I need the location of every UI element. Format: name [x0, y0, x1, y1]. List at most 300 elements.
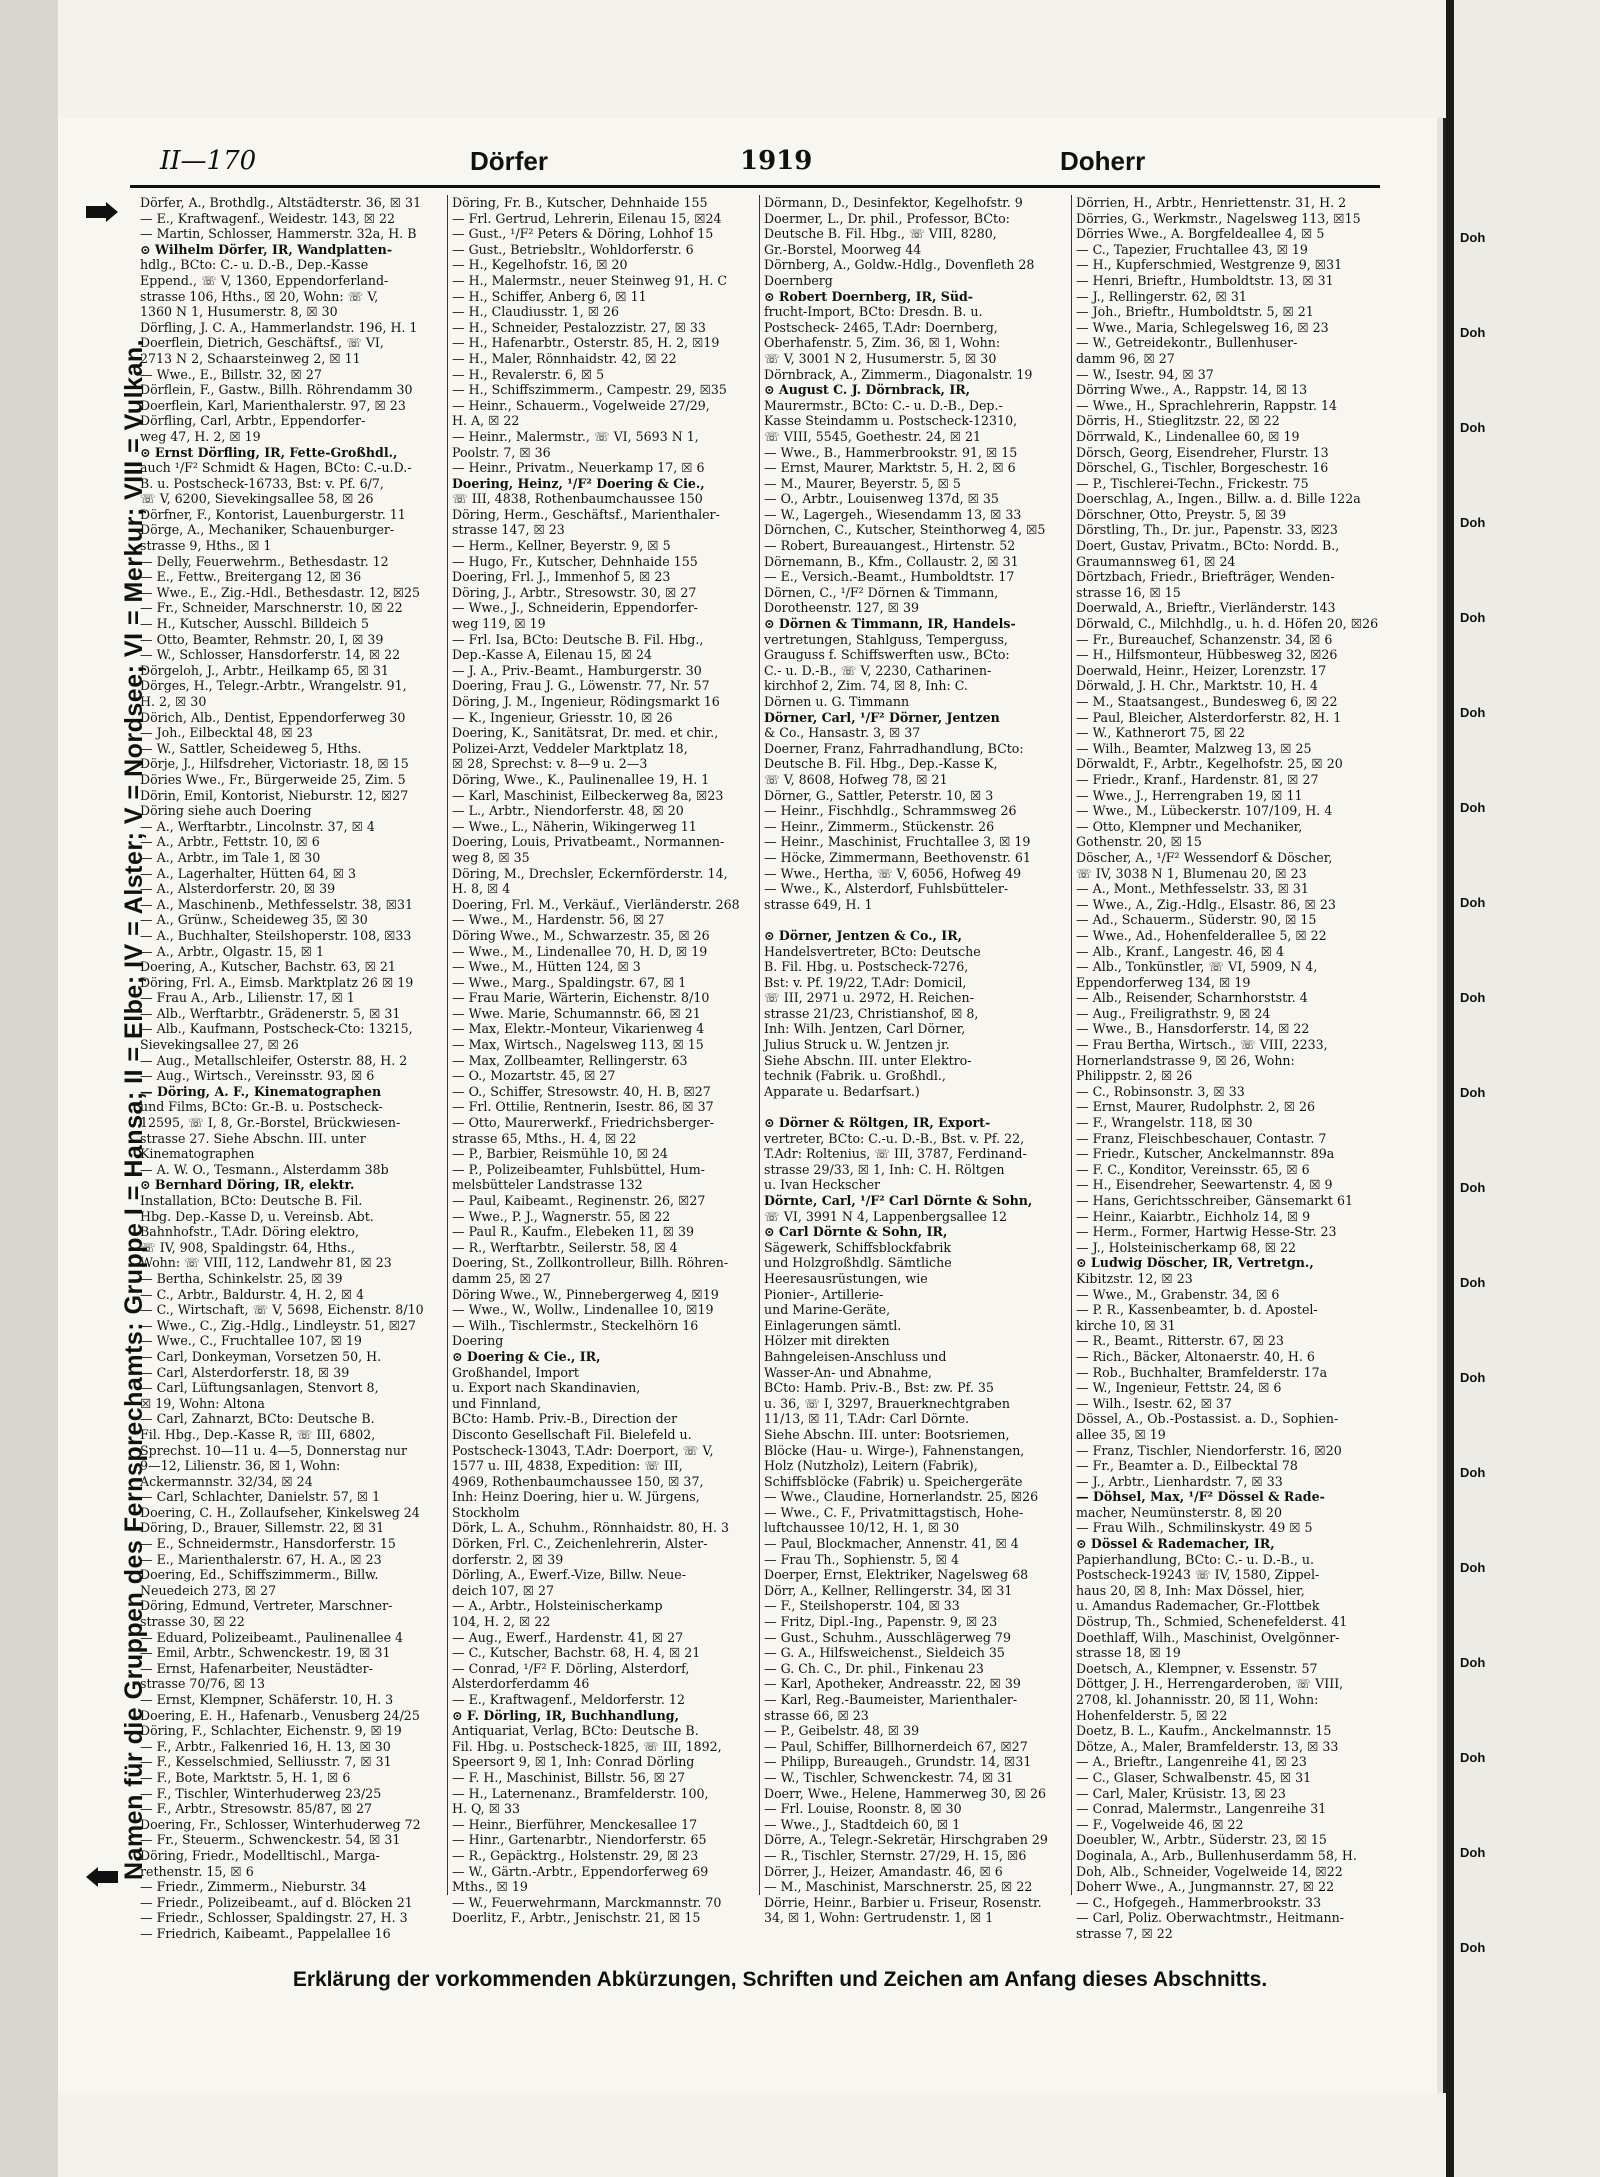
directory-entry-line: Dörwald, C., Milchhdlg., u. h. d. Höfen 20, ☒26 [1076, 616, 1379, 632]
directory-entry-line: Maurermstr., BCto: C.- u. D.-B., Dep.- [764, 397, 1003, 413]
directory-entry-line: — Wwe., B., Hammerbrookstr. 91, ☒ 15 [764, 444, 1018, 460]
page-number: II—170 [160, 146, 257, 176]
directory-entry-line: Doering, Louis, Privatbeamt., Normannen- [452, 834, 725, 850]
directory-entry-line: — F., Vogelweide 46, ☒ 22 [1076, 1816, 1244, 1832]
directory-entry-line: — A., Grünw., Scheideweg 35, ☒ 30 [140, 912, 368, 928]
directory-entry-line: — Alb., Werftarbtr., Grädenerstr. 5, ☒ 31 [140, 1005, 401, 1021]
directory-entry-line: Dörries Wwe., A. Borgfeldeallee 4, ☒ 5 [1076, 226, 1325, 242]
directory-entry-line: — A., Lagerhalter, Hütten 64, ☒ 3 [140, 865, 357, 881]
directory-entry-line: — F. H., Maschinist, Billstr. 56, ☒ 27 [452, 1769, 685, 1785]
directory-entry-line: Dörfling, J. C. A., Hammerlandstr. 196, H. 1 [140, 319, 418, 335]
directory-entry-line: Doering, Ed., Schiffszimmerm., Billw. [140, 1567, 379, 1583]
directory-entry-line: weg 47, H. 2, ☒ 19 [140, 428, 261, 444]
directory-entry-line: Sievekingsallee 27, ☒ 26 [140, 1037, 299, 1053]
directory-entry-line: Dörk, L. A., Schuhm., Rönnhaidstr. 80, H. 3 [452, 1520, 729, 1536]
directory-entry-line: Papierhandlung, BCto: C.- u. D.-B., u. [1076, 1551, 1314, 1567]
directory-entry-line: — Frl. Isa, BCto: Deutsche B. Fil. Hbg., [452, 631, 704, 647]
directory-entry-line: — Paul, Bleicher, Alsterdorferstr. 82, H. 1 [1076, 709, 1342, 725]
directory-entry-line: Doering, Frl. J., Immenhof 5, ☒ 23 [452, 569, 671, 585]
directory-entry-line: kirche 10, ☒ 31 [1076, 1317, 1176, 1333]
directory-entry-line: — Max, Zollbeamter, Rellingerstr. 63 [452, 1052, 688, 1068]
directory-entry-line: frucht-Import, BCto: Dresdn. B. u. [764, 304, 983, 320]
directory-entry-line: — Otto, Beamter, Rehmstr. 20, I, ☒ 39 [140, 631, 384, 647]
directory-entry-line: — W., Isestr. 94, ☒ 37 [1076, 366, 1214, 382]
directory-entry-line: Fil. Hbg., Dep.-Kasse R, ☏ III, 6802, [140, 1426, 376, 1442]
directory-entry-line: strasse 27. Siehe Abschn. III. unter [140, 1130, 366, 1146]
directory-entry-line: Doering, A., Kutscher, Bachstr. 63, ☒ 21 [140, 959, 396, 975]
directory-entry-line: — Friedr., Polizeibeamt., auf d. Blöcken 21 [140, 1894, 413, 1910]
directory-entry-line: Speersort 9, ☒ 1, Inh: Conrad Dörling [452, 1754, 695, 1770]
directory-entry-line: — E., Marienthalerstr. 67, H. A., ☒ 23 [140, 1551, 382, 1567]
directory-entry-line: — Wwe., M., Lindenallee 70, H. D, ☒ 19 [452, 943, 708, 959]
directory-entry-line: Dörsch, Georg, Eisendreher, Flurstr. 13 [1076, 444, 1329, 460]
directory-entry-line: damm 25, ☒ 27 [452, 1270, 551, 1286]
directory-entry-line: — Rich., Bäcker, Altonaerstr. 40, H. 6 [1076, 1348, 1315, 1364]
directory-entry-line: — R., Beamt., Ritterstr. 67, ☒ 23 [1076, 1333, 1284, 1349]
last-entry-name: Doherr [1060, 146, 1146, 176]
book-spine [1446, 0, 1454, 2177]
directory-entry-line: — Wwe., H., Sprachlehrerin, Rappstr. 14 [1076, 397, 1337, 413]
directory-entry-line: Döring siehe auch Doering [140, 803, 312, 819]
directory-entry-line: und Finnland, [452, 1395, 541, 1411]
directory-entry-line: u. Export nach Skandinavien, [452, 1380, 641, 1396]
directory-entry-line: — Frl. Louise, Roonstr. 8, ☒ 30 [764, 1801, 962, 1817]
directory-entry-line: — Philipp, Bureaugeh., Grundstr. 14, ☒31 [764, 1754, 1032, 1770]
directory-entry-line: — Wwe., J., Schneiderin, Eppendorfer- [452, 600, 698, 616]
directory-entry-line: — Wwe., W., Wollw., Lindenallee 10, ☒19 [452, 1302, 714, 1318]
directory-entry-line: Dörner, Carl, ¹/F² Dörner, Jentzen [764, 709, 1000, 725]
directory-entry-line: — W., Lagergeh., Wiesendamm 13, ☒ 33 [764, 506, 1022, 522]
directory-entry-line: Siehe Abschn. III. unter: Bootsriemen, [764, 1426, 1010, 1442]
directory-entry-line: — Alb., Kaufmann, Postscheck-Cto: 13215, [140, 1021, 413, 1037]
directory-entry-line: Heeresausrüstungen, wie [764, 1270, 928, 1286]
page-header [100, 146, 1380, 180]
directory-entry-line: — M., Staatsangest., Bundesweg 6, ☒ 22 [1076, 694, 1338, 709]
directory-entry-line: Döring Wwe., W., Pinnebergerweg 4, ☒19 [452, 1286, 719, 1302]
directory-entry-line: Dörries, G., Werkmstr., Nagelsweg 113, ☒15 [1076, 210, 1361, 226]
directory-entry-line: — W., Getreidekontr., Bullenhuser- [1076, 335, 1298, 351]
directory-entry-line: Philippstr. 2, ☒ 26 [1076, 1068, 1193, 1084]
directory-entry-line: BCto: Hamb. Priv.-B., Bst: zw. Pf. 35 [764, 1380, 994, 1396]
header-rule [130, 185, 1380, 188]
directory-entry-line: — Eduard, Polizeibeamt., Paulinenallee 4 [140, 1629, 404, 1645]
left-scan-margin [0, 0, 58, 2177]
directory-entry-line: Dörtzbach, Friedr., Briefträger, Wenden- [1076, 569, 1335, 585]
directory-entry-line: Neuedeich 273, ☒ 27 [140, 1582, 277, 1598]
directory-entry-line: — Ad., Schauerm., Süderstr. 90, ☒ 15 [1076, 912, 1317, 928]
directory-entry-line: — Bertha, Schinkelstr. 25, ☒ 39 [140, 1270, 343, 1286]
year: 1919 [740, 146, 813, 176]
pointing-hand-icon [84, 200, 120, 224]
directory-entry-line: Dörschel, G., Tischler, Borgeschestr. 16 [1076, 460, 1329, 476]
directory-entry-line: Dörstling, Th., Dr. jur., Papenstr. 33, ☒23 [1076, 522, 1338, 538]
directory-entry-line: Doerwald, Heinr., Heizer, Lorenzstr. 17 [1076, 662, 1327, 678]
directory-entry-line: — H., Kegelhofstr. 16, ☒ 20 [452, 257, 628, 273]
directory-entry-line: BCto: Hamb. Priv.-B., Direction der [452, 1411, 678, 1427]
next-page-entry-fragment: Doh [1460, 1465, 1486, 1480]
directory-entry-line: Doering, Frau J. G., Löwenstr. 77, Nr. 57 [452, 678, 710, 694]
directory-entry-line: — F., Wrangelstr. 118, ☒ 30 [1076, 1115, 1253, 1131]
directory-entry-line: 1577 u. III, 4838, Expedition: ☏ III, [452, 1458, 683, 1474]
directory-entry-line: — A., Arbtr., Holsteinischerkamp [452, 1598, 663, 1614]
directory-entry-line: — Frau Bertha, Wirtsch., ☏ VIII, 2233, [1076, 1037, 1328, 1053]
directory-entry-line: strasse 147, ☒ 23 [452, 522, 565, 538]
directory-entry-line: 104, H. 2, ☒ 22 [452, 1614, 551, 1630]
next-page-entry-fragment: Doh [1460, 1845, 1486, 1860]
pointing-hand-icon [84, 1865, 120, 1889]
directory-entry-line: und Holzgroßhdlg. Sämtliche [764, 1255, 952, 1271]
directory-entry-line: Doerschlag, A., Ingen., Billw. a. d. Bille 122a [1076, 491, 1361, 507]
directory-entry-line: — Herm., Former, Hartwig Hesse-Str. 23 [1076, 1224, 1337, 1240]
directory-entry-line: — Otto, Maurerwerkf., Friedrichsberger- [452, 1115, 715, 1131]
directory-entry-line: — Paul R., Kaufm., Elebeken 11, ☒ 39 [452, 1224, 695, 1240]
directory-entry-line: — Wwe., M., Hütten 124, ☒ 3 [452, 959, 641, 975]
directory-entry-line: Poolstr. 7, ☒ 36 [452, 444, 551, 460]
directory-entry-line: — Karl, Maschinist, Eilbeckerweg 8a, ☒23 [452, 787, 724, 803]
directory-entry-line: Bst: v. Pf. 19/22, T.Adr: Domicil, [764, 974, 967, 990]
directory-entry-line: Dörling, A., Ewerf.-Vize, Billw. Neue- [452, 1567, 686, 1583]
directory-entry-line: — Fr., Steuerm., Schwenckestr. 54, ☒ 31 [140, 1832, 401, 1848]
directory-entry-line: — Otto, Klempner und Mechaniker, [1076, 818, 1303, 834]
directory-entry-line: H. 2, ☒ 30 [140, 694, 207, 709]
directory-entry-line: Hbg. Dep.-Kasse D, u. Vereinsb. Abt. [140, 1208, 374, 1224]
directory-entry-line: Dörges, H., Telegr.-Arbtr., Wrangelstr. 91, [140, 678, 407, 694]
next-page-entry-fragment: Doh [1460, 1655, 1486, 1670]
directory-entry-line: — Aug., Wirtsch., Vereinsstr. 93, ☒ 6 [140, 1068, 375, 1084]
directory-entry-line: — Wwe., K., Alsterdorf, Fuhlsbütteler- [764, 881, 1009, 897]
directory-entry-line: Dörge, A., Mechaniker, Schauenburger- [140, 522, 395, 538]
directory-entry-line: — P., Polizeibeamter, Fuhlsbüttel, Hum- [452, 1161, 705, 1177]
directory-entry-line: ⊙ Bernhard Döring, IR, elektr. [140, 1177, 355, 1193]
next-page-entry-fragment: Doh [1460, 515, 1486, 530]
directory-entry-line: ☏ V, 3001 N 2, Husumerstr. 5, ☒ 30 [764, 350, 997, 366]
directory-entry-line: 2713 N 2, Schaarsteinweg 2, ☒ 11 [140, 350, 361, 366]
directory-entry-line: Fil. Hbg. u. Postscheck-1825, ☏ III, 1892, [452, 1738, 722, 1754]
directory-entry-line: Dörken, Frl. C., Zeichenlehrerin, Alster- [452, 1536, 708, 1552]
directory-entry-line: ☏ IV, 908, Spaldingstr. 64, Hths., [140, 1239, 355, 1255]
directory-entry-line: Blöcke (Hau- u. Wirge-), Fahnenstangen, [764, 1442, 1025, 1458]
directory-entry-line: vertretungen, Stahlguss, Temperguss, [764, 631, 1008, 647]
directory-entry-line: H. 8, ☒ 4 [452, 881, 511, 897]
directory-entry-line: Dörwaldt, F., Arbtr., Kegelhofstr. 25, ☒ 20 [1076, 756, 1343, 772]
directory-entry-line: Postscheck- 2465, T.Adr: Doernberg, [764, 319, 998, 335]
directory-entry-line: — Conrad, Malermstr., Langenreihe 31 [1076, 1801, 1327, 1817]
directory-entry-line: Döring, Edmund, Vertreter, Marschner- [140, 1598, 393, 1614]
directory-entry-line: 1360 N 1, Husumerstr. 8, ☒ 30 [140, 304, 338, 320]
directory-entry-line: — Wwe., Hertha, ☏ V, 6056, Hofweg 49 [764, 865, 1022, 881]
directory-entry-line: Dörris, H., Stieglitzstr. 22, ☒ 22 [1076, 413, 1280, 429]
directory-entry-line: Sägewerk, Schiffsblockfabrik [764, 1239, 952, 1255]
directory-entry-line: Grauguss f. Schiffswerften usw., BCto: [764, 647, 1010, 663]
directory-entry-line: Hornerlandstrasse 9, ☒ 26, Wohn: [1076, 1052, 1295, 1068]
directory-entry-line: — Delly, Feuerwehrm., Bethesdastr. 12 [140, 553, 389, 569]
directory-entry-line: — Döhsel, Max, ¹/F² Dössel & Rade- [1076, 1489, 1325, 1505]
directory-entry-line: Doherr Wwe., A., Jungmannstr. 27, ☒ 22 [1076, 1879, 1335, 1895]
directory-entry-line: — Frau Marie, Wärterin, Eichenstr. 8/10 [452, 990, 710, 1006]
directory-entry-line: Schiffsblöcke (Fabrik) u. Speichergeräte [764, 1473, 1023, 1489]
directory-entry-line: ⊙ Ludwig Döscher, IR, Vertretgn., [1076, 1255, 1314, 1271]
directory-entry-line: Gr.-Borstel, Moorweg 44 [764, 241, 922, 257]
directory-entry-line: Oberhafenstr. 5, Zim. 36, ☒ 1, Wohn: [764, 335, 1001, 351]
directory-entry-line: C.- u. D.-B., ☏ V, 2230, Catharinen- [764, 662, 992, 678]
directory-entry-line: Inh: Heinz Doering, hier u. W. Jürgens, [452, 1489, 700, 1505]
directory-entry-line: Döstrup, Th., Schmied, Schenefelderst. 41 [1076, 1614, 1348, 1630]
directory-entry-line: — Döring, A. F., Kinematographen [140, 1083, 382, 1099]
directory-entry-line: strasse 21/23, Christianshof, ☒ 8, [764, 1005, 979, 1021]
directory-entry-line: — Frau Wilh., Schmilinskystr. 49 ☒ 5 [1076, 1520, 1313, 1536]
directory-entry-line: — Fritz, Dipl.-Ing., Papenstr. 9, ☒ 23 [764, 1614, 998, 1630]
directory-entry-line: — Friedr., Kranf., Hardenstr. 81, ☒ 27 [1076, 771, 1319, 787]
directory-entry-line: — Gust., ¹/F² Peters & Döring, Lohhof 15 [452, 226, 714, 242]
next-page-entry-fragment: Doh [1460, 1085, 1486, 1100]
directory-entry-line: weg 8, ☒ 35 [452, 849, 530, 865]
directory-entry-line: — Wwe., J., Stadtdeich 60, ☒ 1 [764, 1816, 961, 1832]
directory-entry-line: Döring, J. M., Ingenieur, Rödingsmarkt 16 [452, 694, 720, 709]
directory-entry-line: Doerflein, Karl, Marienthalerstr. 97, ☒ 23 [140, 397, 406, 413]
directory-entry-line: Dörwald, J. H. Chr., Marktstr. 10, H. 4 [1076, 678, 1318, 694]
directory-entry-line: — W., Sattler, Scheideweg 5, Hths. [140, 740, 362, 756]
directory-entry-line: — A., Mont., Methfesselstr. 33, ☒ 31 [1076, 881, 1309, 897]
next-page-entry-fragment: Doh [1460, 895, 1486, 910]
directory-entry-line: — Wwe., B., Hansdorferstr. 14, ☒ 22 [1076, 1021, 1310, 1037]
directory-entry-line: hdlg., BCto: C.- u. D.-B., Dep.-Kasse [140, 257, 369, 273]
directory-entry-line: Doerlitz, F., Arbtr., Jenischstr. 21, ☒ 15 [452, 1910, 701, 1926]
directory-entry-line: — H., Schneider, Pestalozzistr. 27, ☒ 33 [452, 319, 706, 335]
directory-entry-line: Hölzer mit direkten [764, 1333, 890, 1349]
next-page-entry-fragment: Doh [1460, 230, 1486, 245]
directory-entry-line: — Carl, Schlachter, Danielstr. 57, ☒ 1 [140, 1489, 381, 1505]
directory-entry-line: — Heinr., Bierführer, Menckesallee 17 [452, 1816, 698, 1832]
directory-entry-line: Doering [452, 1333, 504, 1349]
directory-entry-line: — Frl. Gertrud, Lehrerin, Eilenau 15, ☒24 [452, 210, 722, 226]
directory-entry-line: macher, Neumünsterstr. 8, ☒ 20 [1076, 1504, 1282, 1520]
directory-entry-line: Dössel, A., Ob.-Postassist. a. D., Sophien- [1076, 1411, 1339, 1427]
directory-entry-line: damm 96, ☒ 27 [1076, 350, 1175, 366]
directory-entry-line: — C., Arbtr., Baldurstr. 4, H. 2, ☒ 4 [140, 1286, 365, 1302]
directory-entry-line: — Frau Th., Sophienstr. 5, ☒ 4 [764, 1551, 959, 1567]
directory-entry-line: strasse 70/76, ☒ 13 [140, 1676, 266, 1692]
directory-entry-line: Deutsche B. Fil. Hbg., ☏ VIII, 8280, [764, 226, 997, 242]
directory-entry-line: — M., Maschinist, Marschnerstr. 25, ☒ 22 [764, 1879, 1033, 1895]
column-3 [764, 195, 1066, 1926]
directory-entry-line: Dörr, A., Kellner, Rellingerstr. 34, ☒ 31 [764, 1582, 1013, 1598]
directory-entry-line: Doering, E. H., Hafenarb., Venusberg 24/25 [140, 1707, 420, 1723]
directory-entry-line: ⊙ August C. J. Dörnbrack, IR, [764, 382, 971, 398]
directory-entry-line: Einlagerungen sämtl. [764, 1317, 902, 1333]
directory-entry-line: Eppendorferweg 134, ☒ 19 [1076, 974, 1251, 990]
directory-entry-line: — Wwe., A., Zig.-Hdlg., Elsastr. 86, ☒ 23 [1076, 896, 1336, 912]
directory-entry-line: strasse 30, ☒ 22 [140, 1614, 245, 1630]
directory-entry-line: — F., Kesselschmied, Selliusstr. 7, ☒ 31 [140, 1754, 392, 1770]
directory-entry-line: — Alb., Reisender, Scharnhorststr. 4 [1076, 990, 1308, 1006]
directory-entry-line: Dörgeloh, J., Arbtr., Heilkamp 65, ☒ 31 [140, 662, 389, 678]
directory-entry-line: — Franz, Tischler, Niendorferstr. 16, ☒20 [1076, 1442, 1342, 1458]
directory-entry-line: Installation, BCto: Deutsche B. Fil. [140, 1193, 363, 1208]
directory-entry-line: — O., Mozartstr. 45, ☒ 27 [452, 1068, 616, 1084]
directory-entry-line: Deutsche B. Fil. Hbg., Dep.-Kasse K, [764, 756, 998, 772]
column-divider [1071, 195, 1072, 1895]
directory-entry-line: — A. W. O., Tesmann., Alsterdamm 38b [140, 1161, 389, 1177]
directory-entry-line: — F., Arbtr., Stresowstr. 85/87, ☒ 27 [140, 1801, 373, 1817]
directory-entry-line: strasse 7, ☒ 22 [1076, 1925, 1173, 1941]
directory-entry-line: — J. A., Priv.-Beamt., Hamburgerstr. 30 [452, 662, 702, 678]
directory-entry-line: — F., Tischler, Winterhuderweg 23/25 [140, 1785, 382, 1801]
directory-entry-line: u. Ivan Heckscher [764, 1177, 881, 1193]
directory-entry-line: 4969, Rothenbaumchaussee 150, ☒ 37, [452, 1473, 704, 1489]
directory-entry-line: — H., Kupferschmied, Westgrenze 9, ☒31 [1076, 257, 1343, 273]
directory-entry-line: ☏ IV, 3038 N 1, Blumenau 20, ☒ 23 [1076, 865, 1307, 881]
directory-entry-line: ⊙ Carl Dörnte & Sohn, IR, [764, 1224, 948, 1240]
directory-entry-line: ⊙ Doering & Cie., IR, [452, 1348, 601, 1364]
directory-entry-line: ☒ 19, Wohn: Altona [140, 1395, 265, 1411]
directory-entry-line: — Wilh., Tischlermstr., Steckelhörn 16 [452, 1317, 699, 1333]
directory-entry-line: — Wwe., C. F., Privatmittagstisch, Hohe- [764, 1504, 1024, 1520]
directory-entry-line: — Ernst, Maurer, Marktstr. 5, H. 2, ☒ 6 [764, 460, 1016, 476]
directory-entry-line: Graumannsweg 61, ☒ 24 [1076, 553, 1236, 569]
directory-entry-line: — C., Robinsonstr. 3, ☒ 33 [1076, 1083, 1245, 1099]
directory-entry-line: Inh: Wilh. Jentzen, Carl Dörner, [764, 1021, 966, 1037]
directory-entry-line: — Frl. Ottilie, Rentnerin, Isestr. 86, ☒ 37 [452, 1099, 714, 1115]
directory-entry-line: Großhandel, Import [452, 1364, 579, 1380]
next-page-entry-fragment: Doh [1460, 990, 1486, 1005]
directory-entry-line: — Heinr., Zimmerm., Stückenstr. 26 [764, 818, 995, 834]
directory-entry-line: — G. A., Hilfsweichenst., Sieldeich 35 [764, 1645, 1005, 1661]
directory-entry-line: Postscheck-19243 ☏ IV, 1580, Zippel- [1076, 1567, 1320, 1583]
directory-entry-line: ☏ III, 2971 u. 2972, H. Reichen- [764, 990, 974, 1006]
directory-entry-line: Dörflein, F., Gastw., Billh. Röhrendamm 30 [140, 382, 413, 398]
directory-entry-line: — Wilh., Isestr. 62, ☒ 37 [1076, 1395, 1232, 1411]
directory-entry-line: — Carl, Alsterdorferstr. 18, ☒ 39 [140, 1364, 350, 1380]
directory-entry-line: — Carl, Poliz. Oberwachtmstr., Heitmann- [1076, 1910, 1344, 1926]
directory-entry-line: Dörfer, A., Brothdlg., Altstädterstr. 36, ☒ 31 [140, 195, 422, 210]
directory-entry-line: — Aug., Ewerf., Hardenstr. 41, ☒ 27 [452, 1629, 684, 1645]
directory-entry-line: — Wwe., Claudine, Hornerlandstr. 25, ☒26 [764, 1489, 1039, 1505]
directory-entry-line: — Friedr., Kutscher, Anckelmannstr. 89a [1076, 1146, 1335, 1162]
directory-entry-line: Döring, Frl. A., Eimsb. Marktplatz 26 ☒ 19 [140, 974, 414, 990]
directory-entry-line: — Carl, Donkeyman, Vorsetzen 50, H. [140, 1348, 382, 1364]
abbreviations-note: Erklärung der vorkommenden Abkürzungen, Schriften und Zeichen am Anfang dieses Abschnitts. [292, 1968, 1268, 1991]
directory-entry-line: Sprechst. 10—11 u. 4—5, Donnerstag nur [140, 1442, 407, 1458]
directory-entry-line: ☏ V, 6200, Sievekingsallee 58, ☒ 26 [140, 491, 374, 507]
directory-entry-line: — H., Hafenarbtr., Osterstr. 85, H. 2, ☒19 [452, 335, 720, 351]
directory-entry-line: Eppend., ☏ V, 1360, Eppendorferland- [140, 272, 389, 288]
directory-entry-line: — Gust., Betriebsltr., Wohldorferstr. 6 [452, 241, 694, 257]
directory-entry-line: Döring, D., Brauer, Sillemstr. 22, ☒ 31 [140, 1520, 385, 1536]
directory-entry-line: — Karl, Reg.-Baumeister, Marienthaler- [764, 1692, 1018, 1707]
directory-entry-line: — E., Kraftwagenf., Meldorferstr. 12 [452, 1692, 685, 1707]
directory-entry-line: Disconto Gesellschaft Fil. Bielefeld u. [452, 1426, 692, 1442]
directory-entry-line: — Rob., Buchhalter, Bramfelderstr. 17a [1076, 1364, 1328, 1380]
directory-entry-line: 9—12, Lilienstr. 36, ☒ 1, Wohn: [140, 1458, 341, 1474]
next-page-entry-fragment: Doh [1460, 1370, 1486, 1385]
directory-entry-line: Bahngeleisen-Anschluss und [764, 1348, 947, 1364]
directory-entry-line: — O., Schiffer, Stresowstr. 40, H. B, ☒27 [452, 1083, 711, 1099]
directory-entry-line: — Friedr., Schlosser, Spaldingstr. 27, H. 3 [140, 1910, 408, 1926]
directory-entry-line: — Alb., Kranf., Langestr. 46, ☒ 4 [1076, 943, 1285, 959]
directory-entry-line: Doermer, L., Dr. phil., Professor, BCto: [764, 210, 1010, 226]
directory-entry-line: allee 35, ☒ 19 [1076, 1426, 1166, 1442]
directory-entry-line: — Wwe., P. J., Wagnerstr. 55, ☒ 22 [452, 1208, 671, 1224]
directory-entry-line: weg 119, ☒ 19 [452, 616, 546, 632]
directory-entry-line: Antiquariat, Verlag, BCto: Deutsche B. [452, 1723, 699, 1739]
directory-entry-line: — P. R., Kassenbeamter, b. d. Apostel- [1076, 1302, 1318, 1318]
directory-entry-line: 34, ☒ 1, Wohn: Gertrudenstr. 1, ☒ 1 [764, 1910, 994, 1926]
directory-entry-line: Handelsvertreter, BCto: Deutsche [764, 943, 981, 959]
directory-entry-line: Dörschner, Otto, Preystr. 5, ☒ 39 [1076, 506, 1287, 522]
directory-entry-line: — C., Hofgegeh., Hammerbrookstr. 33 [1076, 1894, 1322, 1910]
directory-entry-line: ☏ VIII, 5545, Goethestr. 24, ☒ 21 [764, 428, 982, 444]
directory-entry-line: Doering, C. H., Zollaufseher, Kinkelsweg 24 [140, 1504, 420, 1520]
directory-entry-line: Pionier-, Artillerie- [764, 1286, 884, 1302]
next-page-entry-fragment: Doh [1460, 705, 1486, 720]
directory-entry-line: — H., Revalerstr. 6, ☒ 5 [452, 366, 605, 382]
next-page-entry-fragment: Doh [1460, 1750, 1486, 1765]
directory-entry-line: und Marine-Geräte, [764, 1302, 891, 1318]
next-page-entry-fragment: Doh [1460, 420, 1486, 435]
next-page-entry-fragment: Doh [1460, 325, 1486, 340]
directory-entry-line: — C., Glaser, Schwalbenstr. 45, ☒ 31 [1076, 1769, 1312, 1785]
directory-entry-line: Dep.-Kasse A, Eilenau 15, ☒ 24 [452, 647, 653, 663]
directory-entry-line: Doerwald, A., Brieftr., Vierländerstr. 143 [1076, 600, 1336, 616]
directory-entry-line: — Joh., Brieftr., Humboldtstr. 5, ☒ 21 [1076, 304, 1314, 320]
directory-entry-line: — Joh., Eilbecktal 48, ☒ 23 [140, 725, 313, 741]
directory-entry-line: strasse 29/33, ☒ 1, Inh: C. H. Röltgen [764, 1161, 1005, 1177]
directory-entry-line: Doeubler, W., Arbtr., Süderstr. 23, ☒ 15 [1076, 1832, 1327, 1848]
directory-entry-line: Döring Wwe., M., Schwarzestr. 35, ☒ 26 [452, 927, 710, 943]
directory-entry-line: — Alb., Tonkünstler, ☏ VI, 5909, N 4, [1076, 959, 1318, 975]
exchange-groups-note: Namen für die Gruppen des Fernsprechamts: Gruppe I = Hansa; II = Elbe; IV = Alster; V = Nordsee; VI = Merkur; VIII = Vulkan. [120, 338, 148, 1880]
directory-entry-line [764, 1099, 1066, 1115]
directory-entry-line: u. 36, ☏ I, 3297, Brauerknechtgraben [764, 1395, 1010, 1411]
directory-entry-line: Dörnte, Carl, ¹/F² Carl Dörnte & Sohn, [764, 1193, 1033, 1208]
directory-entry-line: Dörring Wwe., A., Rappstr. 14, ☒ 13 [1076, 382, 1308, 398]
directory-entry-line: Dörrwald, K., Lindenallee 60, ☒ 19 [1076, 428, 1300, 444]
directory-entry-line: — Ernst, Hafenarbeiter, Neustädter- [140, 1660, 373, 1676]
directory-entry-line: — Wwe., L., Näherin, Wikingerweg 11 [452, 818, 697, 834]
directory-entry-line: — Wwe., J., Herrengraben 19, ☒ 11 [1076, 787, 1303, 803]
directory-entry-line: — H., Schiffer, Anberg 6, ☒ 11 [452, 288, 647, 304]
directory-entry-line: Holz (Nutzholz), Leitern (Fabrik), [764, 1458, 978, 1474]
directory-entry-line: strasse 66, ☒ 23 [764, 1707, 869, 1723]
directory-entry-line: Kinematographen [140, 1146, 255, 1162]
directory-entry-line: — F., Bote, Marktstr. 5, H. 1, ☒ 6 [140, 1769, 351, 1785]
directory-entry-line: Postscheck-13043, T.Adr: Doerport, ☏ V, [452, 1442, 714, 1458]
directory-entry-line: Hohenfelderstr. 5, ☒ 22 [1076, 1707, 1228, 1723]
directory-entry-line: Siehe Abschn. III. unter Elektro- [764, 1052, 972, 1068]
next-page-entry-fragment: Doh [1460, 1275, 1486, 1290]
directory-entry-line: 11/13, ☒ 11, T.Adr: Carl Dörnte. [764, 1411, 970, 1427]
directory-entry-line: Dörre, A., Telegr.-Sekretär, Hirschgraben 29 [764, 1832, 1048, 1848]
directory-entry-line: — F., Steilshoperstr. 104, ☒ 33 [764, 1598, 960, 1614]
directory-entry-line: — Herm., Kellner, Beyerstr. 9, ☒ 5 [452, 538, 671, 554]
directory-entry-line: u. Amandus Rademacher, Gr.-Flottbek [1076, 1598, 1320, 1614]
column-2 [452, 195, 754, 1926]
directory-entry-line: — Wwe., Maria, Schlegelsweg 16, ☒ 23 [1076, 319, 1329, 335]
directory-entry-line: Döring, J., Arbtr., Stresowstr. 30, ☒ 27 [452, 584, 697, 600]
directory-entry-line: ⊙ F. Dörling, IR, Buchhandlung, [452, 1707, 679, 1723]
directory-entry-line: — E., Versich.-Beamt., Humboldtstr. 17 [764, 569, 1015, 585]
directory-entry-line: — Wilh., Beamter, Malzweg 13, ☒ 25 [1076, 740, 1312, 756]
directory-entry-line: — A., Alsterdorferstr. 20, ☒ 39 [140, 881, 336, 897]
directory-entry-line: — Fr., Beamter a. D., Eilbecktal 78 [1076, 1458, 1298, 1474]
directory-entry-line: strasse 65, Mths., H. 4, ☒ 22 [452, 1130, 637, 1146]
directory-entry-line: — Ernst, Maurer, Rudolphstr. 2, ☒ 26 [1076, 1099, 1316, 1115]
directory-entry-line: dorferstr. 2, ☒ 39 [452, 1551, 564, 1567]
directory-entry-line: ⊙ Ernst Dörfling, IR, Fette-Großhdl., [140, 444, 398, 460]
directory-entry-line: Dörrer, J., Heizer, Amandastr. 46, ☒ 6 [764, 1863, 1003, 1879]
directory-entry-line: Apparate u. Bedarfsart.) [764, 1083, 920, 1099]
directory-entry-line: — H., Eisendreher, Seewartenstr. 4, ☒ 9 [1076, 1177, 1333, 1193]
